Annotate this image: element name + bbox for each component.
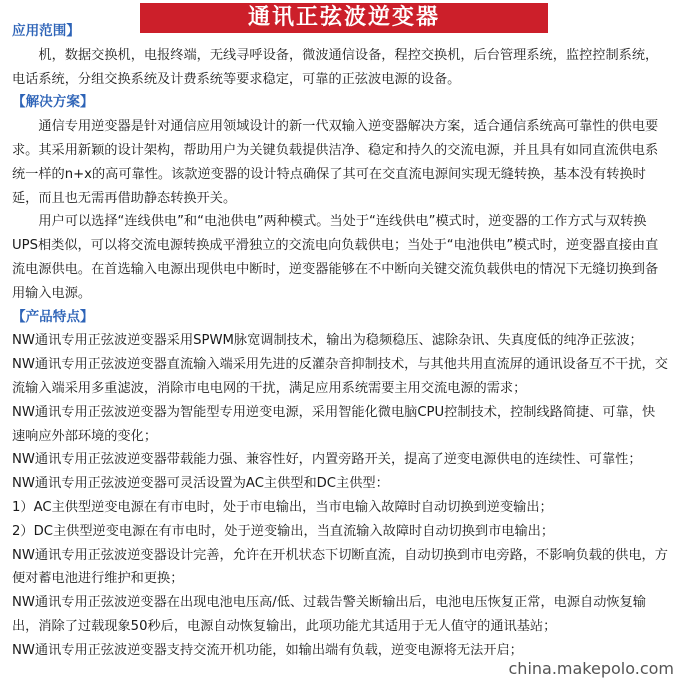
feature-line: NW通讯专用正弦波逆变器可灵活设置为AC主供型和DC主供型：	[12, 476, 389, 492]
feature-line: NW通讯专用正弦波逆变器在出现电池电压高/低、过载告警关断输出后，电池电压恢复正常，电源自动恢复输出，消除了过载现象50秒后，电源自动恢复输出，此项功能尤其适用于无人值守的通讯基站；	[12, 595, 646, 634]
feature-line: NW通讯专用正弦波逆变器直流输入端采用先进的反灌杂音抑制技术，与其他共用直流屏的通讯设备互不干扰，交流输入端采用多重滤波，消除市电电网的干扰，满足应用系统需要主用交流电源的需求；	[12, 357, 668, 396]
scope-heading: 应用范围】	[12, 23, 80, 39]
watermark: china.makepolo.com	[508, 659, 674, 678]
solution-para-1: 通信专用逆变器是针对通信应用领域设计的新一代双输入逆变器解决方案，适合通信系统高可靠性的供电要求。其采用新颖的设计架构，帮助用户为关键负载提供洁净、稳定和持久的交流电源，并且具有如同直流供电系统一样的n+x的高可靠性。该款逆变器的设计特点确保了其可在交直流电源间实现无缝转换，基本没有转换时延，而且也无需再借助静态转换开关。	[12, 119, 659, 206]
feature-line: NW通讯专用正弦波逆变器为智能型专用逆变电源，采用智能化微电脑CPU控制技术，控制线路简捷、可靠，快速响应外部环境的变化；	[12, 404, 656, 444]
feature-line: 2）DC主供型逆变电源在有市电时，处于逆变输出，当直流输入故障时自动切换到市电输出；	[12, 523, 555, 539]
feature-line: NW通讯专用正弦波逆变器带载能力强、兼容性好，内置旁路开关，提高了逆变电源供电的连续性、可靠性；	[12, 452, 642, 468]
features-heading: 【产品特点】	[12, 308, 94, 325]
feature-line: NW通讯专用正弦波逆变器采用SPWM脉宽调制技术，输出为稳频稳压、滤除杂讯、失真度低的纯净正弦波；	[12, 333, 643, 349]
feature-line: NW通讯专用正弦波逆变器设计完善，允许在开机状态下切断直流，自动切换到市电旁路，不影响负载的供电，方便对蓄电池进行维护和更换；	[12, 547, 668, 587]
scope-text: 机，数据交换机，电报终端，无线寻呼设备，微波通信设备，程控交换机，后台管理系统，监控控制系统，电话系统，分组交换系统及计费系统等要求稳定，可靠的正弦波电源的设备。	[12, 47, 659, 87]
feature-line: 1）AC主供型逆变电源在有市电时，处于市电输出，当市电输入故障时自动切换到逆变输出；	[12, 499, 553, 515]
solution-para-2: 用户可以选择“连线供电”和“电池供电”两种模式。当处于“连线供电”模式时，逆变器的工作方式与双转换UPS相类似，可以将交流电源转换成平滑独立的交流电向负载供电；当处于“电池供电”模式时，逆变器直接由直流电源供电。在首选输入电源出现供电中断时，逆变器能够在不中断向关键交流负载供电的情况下无缝切换到备用输入电源。	[12, 214, 659, 301]
document-body	[12, 14, 668, 663]
feature-line: NW通讯专用正弦波逆变器支持交流开机功能，如输出端有负载，逆变电源将无法开启；	[12, 642, 523, 658]
solution-heading: 【解决方案】	[12, 94, 94, 111]
page-title: 通讯正弦波逆变器	[140, 3, 548, 33]
